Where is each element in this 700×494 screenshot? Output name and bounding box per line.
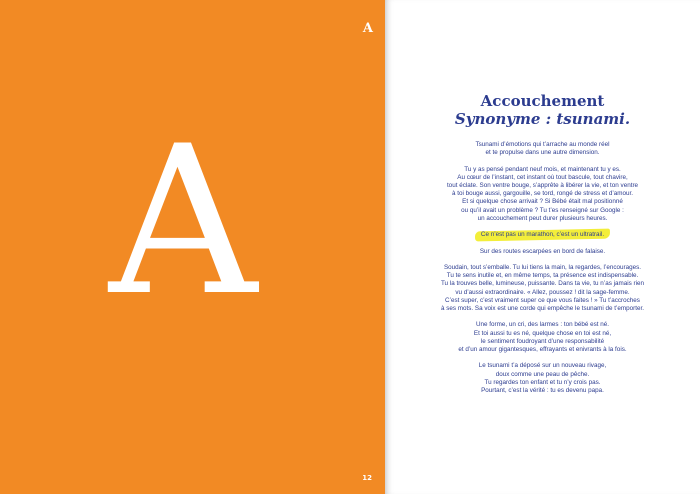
text-line: tout éclate. Son ventre bouge, s’apprête à libérer la vie, et ton ventre (446, 182, 639, 189)
text-line: Tu y as pensé pendant neuf mois, et maintenant tu y es. (464, 165, 621, 173)
text-line: Au cœur de l’instant, cet instant où tout bascule, tout chavire, (457, 173, 628, 181)
paragraph (425, 362, 660, 395)
paragraph (425, 231, 660, 239)
big-letter-glyph (108, 103, 258, 341)
right-page (385, 0, 700, 494)
text-line: Soudain, tout s’emballe. Tu lui tiens la main, la regardes, l’encourages. (443, 263, 642, 271)
text-line: Tu la trouves belle, lumineuse, puissante. Dans ta vie, tu n’as jamais rien (440, 280, 645, 288)
body-text (425, 141, 660, 403)
text-line: Et si quelque chose arrivait ? Si Bébé était mal positionné (462, 198, 623, 206)
text-line: doux comme une peau de pêche. (495, 370, 590, 378)
paragraph (425, 166, 660, 223)
text-line: vu d’aussi extraordinaire. « Allez, poussez ! dit la sage-femme. (455, 288, 630, 296)
text-line: à toi bouge aussi, gargouille, se tord, rongé de stress et d’amour. (452, 190, 633, 198)
text-line: Tsunami d’émotions qui t’arrache au monde réel (475, 141, 610, 148)
text-line: Et toi aussi tu es né, quelque chose en toi est né, (473, 329, 612, 337)
chapter-letter: A (362, 21, 373, 36)
text-line: et te propulse dans une autre dimension. (485, 149, 600, 157)
paragraph (425, 264, 660, 313)
big-chapter-letter (108, 103, 258, 341)
page-subtitle: Synonyme : tsunami. (454, 110, 631, 128)
text-line: Le tsunami t’a déposé sur un nouveau rivage, (478, 362, 607, 370)
paragraph (425, 141, 660, 157)
text-line: ou qu’il avait un problème ? Tu t’es renseigné sur Google : (461, 206, 624, 214)
text-line: un accouchement peut durer plusieurs heures. (477, 214, 608, 222)
paragraph (425, 248, 660, 256)
text-line: Tu regardes ton enfant et tu n’y crois pas. (484, 378, 601, 386)
page-number: 12 (362, 474, 372, 482)
text-line: C’est super, c’est vraiment super ce que vous faites ! » Tu t’accroches (445, 296, 640, 304)
big-letter-text: A (108, 103, 258, 341)
text-line: et d’un amour gigantesques, effrayants et enivrants à la fois. (458, 346, 627, 353)
text-line: le sentiment foudroyant d’une responsabilité (480, 337, 605, 345)
text-line: Sur des routes escarpées en bord de falaise. (479, 247, 606, 255)
text-line: Une forme, un cri, des larmes : ton bébé est né. (475, 321, 609, 329)
page-title: Accouchement (480, 92, 605, 110)
text-line: à ses mots. Sa voix est une corde qui empêche le tsunami de t’emporter. (440, 305, 644, 312)
highlighted-quote (481, 231, 604, 239)
paragraph (425, 321, 660, 354)
highlighted-text: Ce n’est pas un marathon, c’est un ultratrail. (480, 231, 605, 239)
text-line: Pourtant, c’est la vérité : tu es devenu papa. (481, 387, 604, 394)
text-line: Tu te sens inutile et, en même temps, ta présence est indispensable. (446, 272, 639, 280)
